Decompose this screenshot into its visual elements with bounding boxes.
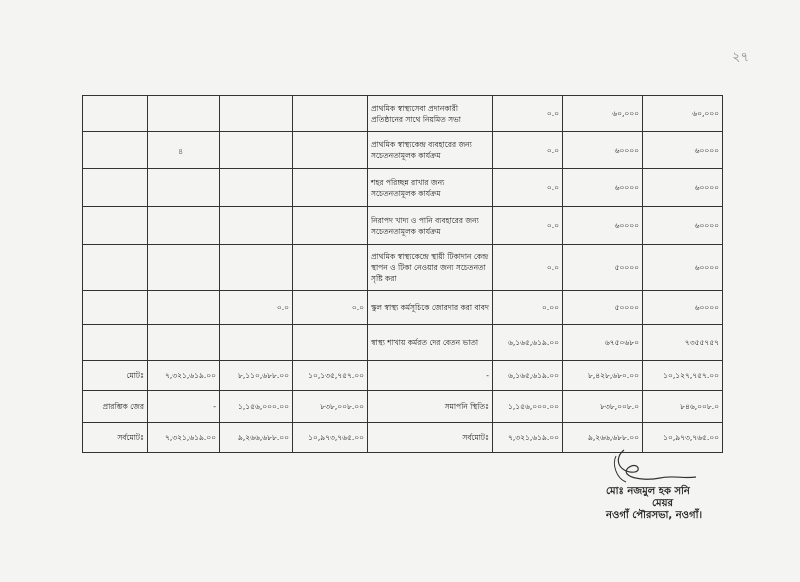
cell-c1: [83, 132, 148, 169]
cell-c4: [293, 169, 368, 207]
grand-total-row-c3: ৯,২৬৬,৬৮৮.০০: [220, 423, 293, 453]
cell-c6: ০.০: [493, 207, 563, 245]
grand-total-row-c7: ৯,২৬৬,৬৮৮.০০: [563, 423, 643, 453]
table-row: [83, 245, 723, 291]
cell-c3: [220, 169, 293, 207]
opening-balance-row-desc: সমাপনি স্থিতিঃ: [368, 391, 493, 423]
cell-c3: [220, 207, 293, 245]
total-row-c4: ১০,১৩৫,৭৫৭.০০: [293, 361, 368, 391]
grand-total-row-c8: ১০,৯৭৩,৭৬৫.০০: [643, 423, 723, 453]
cell-c4: [293, 207, 368, 245]
cell-description: স্বাস্থ্য শাখায় কর্মরত দের বেতন ভাতা: [368, 325, 493, 361]
cell-c7: ৬০,০০০: [563, 96, 643, 132]
total-row-desc: -: [368, 361, 493, 391]
cell-c2: [148, 132, 220, 169]
opening-balance-row-label: প্রারম্ভিক জের: [83, 391, 148, 423]
opening-balance-row-c7: ৮৩৮,০০৮.০: [563, 391, 643, 423]
cell-c1: [83, 325, 148, 361]
cell-c8: ৬০০০০: [643, 132, 723, 169]
cell-c3: [220, 245, 293, 291]
cell-c4: [293, 325, 368, 361]
signature-scribble: [610, 448, 720, 488]
cell-description: প্রাথমিক স্বাস্থ্যকেন্দ্রে স্থায়ী টিকাদান কেন্দ্র স্থাপন ও টিকা নেওয়ার জন্য সচেতনতা সৃষ্টি করা: [368, 245, 493, 291]
cell-c8: ৬০০০০: [643, 245, 723, 291]
cell-c8: ৬০,০০০: [643, 96, 723, 132]
opening-balance-row-c2: -: [148, 391, 220, 423]
cell-c6: ৬,১৬৫,৬১৯.০০: [493, 325, 563, 361]
total-row-c3: ৮,১১০,৬৮৮.০০: [220, 361, 293, 391]
cell-c7: ৬০০০০: [563, 132, 643, 169]
cell-c8: ৭৩৫৫৭৫৭: [643, 325, 723, 361]
signature-title: মেয়র: [652, 498, 674, 509]
cell-c2: [148, 207, 220, 245]
cell-c2: [148, 96, 220, 132]
cell-c4: ০.০: [293, 291, 368, 325]
cell-c1: [83, 245, 148, 291]
grand-total-row-c6: ৭,৩২১,৬১৯.০০: [493, 423, 563, 453]
cell-c7: ৫০০০০: [563, 245, 643, 291]
cell-c1: [83, 169, 148, 207]
cell-c6: ০.০: [493, 132, 563, 169]
cell-c1: [83, 96, 148, 132]
grand-total-row-desc: সর্বমোটঃ: [368, 423, 493, 453]
cell-description: প্রাথমিক স্বাস্থ্যকেন্দ্র ব্যবহারের জন্য সচেতনতামূলক কার্যক্রম: [368, 132, 493, 169]
opening-balance-row: [83, 391, 723, 423]
cell-description: স্কুল স্বাস্থ্য কর্মসূচিকে জোরদার করা বাবদ: [368, 291, 493, 325]
table-row: [83, 325, 723, 361]
signature-name: মোঃ নজমুল হক সনি: [606, 486, 690, 497]
table-row: [83, 207, 723, 245]
cell-c8: ৬০০০০: [643, 169, 723, 207]
cell-c4: [293, 96, 368, 132]
table-row: [83, 169, 723, 207]
total-row-c6: ৬,১৬৫,৬১৯.০০: [493, 361, 563, 391]
cell-c6: ০.০: [493, 169, 563, 207]
cell-c7: ৫০০০০: [563, 291, 643, 325]
total-row: [83, 361, 723, 391]
cell-c4: [293, 132, 368, 169]
cell-description: নিরাপদ খাদ্য ও পানি ব্যবহারের জন্য সচেতনতামূলক কার্যক্রম: [368, 207, 493, 245]
total-row-label: মোটঃ: [83, 361, 148, 391]
cell-c7: ৬০০০০: [563, 207, 643, 245]
total-row-c2: ৭,৩২১,৬১৯.০০: [148, 361, 220, 391]
signature-org: নওগাঁ পৌরসভা, নওগাঁ।: [606, 510, 703, 521]
opening-balance-row-c6: ১,১৫৬,০০০.০০: [493, 391, 563, 423]
cell-c1: [83, 291, 148, 325]
cell-c2: [148, 325, 220, 361]
cell-c2: [148, 245, 220, 291]
table-row: [83, 291, 723, 325]
cell-c7: ৬০০০০: [563, 169, 643, 207]
stray-mark: ৪: [178, 147, 184, 156]
cell-c7: ৬৭৫০৬৮০: [563, 325, 643, 361]
cell-c2: [148, 291, 220, 325]
cell-c4: [293, 245, 368, 291]
cell-c3: [220, 132, 293, 169]
table-row: [83, 96, 723, 132]
table-row: [83, 132, 723, 169]
total-row-c7: ৮,৪২৮,৬৮০.০০: [563, 361, 643, 391]
opening-balance-row-c3: ১,১৫৬,০০০.০০: [220, 391, 293, 423]
opening-balance-row-c8: ৮৪৬,০০৮.০: [643, 391, 723, 423]
budget-table: [82, 95, 723, 453]
cell-c6: ০.০: [493, 96, 563, 132]
cell-c8: ৬০০০০: [643, 207, 723, 245]
grand-total-row-label: সর্বমোটঃ: [83, 423, 148, 453]
page-number: ২৭: [732, 50, 749, 65]
cell-c3: [220, 96, 293, 132]
cell-description: শহর পরিচ্ছন্ন রাখার জন্য সচেতনতামূলক কার্যক্রম: [368, 169, 493, 207]
cell-c6: ০.০০: [493, 291, 563, 325]
cell-c2: [148, 169, 220, 207]
total-row-c8: ১০,১২৭,৭৫৭.০০: [643, 361, 723, 391]
cell-c3: ০.০: [220, 291, 293, 325]
cell-c3: [220, 325, 293, 361]
cell-description: প্রাথমিক স্বাস্থ্যসেবা প্রদানকারী প্রতিষ্ঠানের সাথে নিয়মিত সভা: [368, 96, 493, 132]
cell-c1: [83, 207, 148, 245]
grand-total-row-c2: ৭,৩২১,৬১৯.০০: [148, 423, 220, 453]
grand-total-row-c4: ১০,৯৭৩,৭৬৫.০০: [293, 423, 368, 453]
cell-c8: ৬০০০০: [643, 291, 723, 325]
cell-c6: ০.০: [493, 245, 563, 291]
opening-balance-row-c4: ৮৩৮,০০৮.০০: [293, 391, 368, 423]
